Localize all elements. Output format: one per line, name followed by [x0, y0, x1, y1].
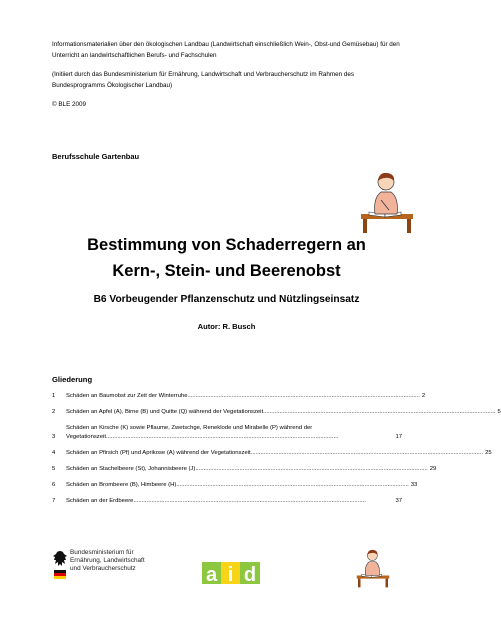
title-line-1: Bestimmung von Schaderregern an: [87, 236, 366, 254]
intro-paragraph: Informationsmaterialien über den ökologischen Landbau (Landwirtschaft einschließlich Wein-, Obst-und Gemüsebau) für den Unterricht an landwirtschaftlichen Berufs- und Fachschulen: [52, 41, 400, 59]
teacher-illustration: [355, 170, 419, 234]
toc-leader: ..............................................................................................................................................: [263, 409, 496, 416]
toc-text: Schäden an Pfirsich (Pf) und Aprikose (A) während der Vegetationszeit: [66, 449, 251, 456]
toc-text: Schäden an Apfel (A), Birne (B) und Quitte (Q) während der Vegetationszeit: [66, 409, 264, 416]
toc-item[interactable]: [52, 424, 402, 440]
toc-number: 4: [52, 449, 56, 456]
toc-number: 3: [52, 433, 56, 440]
aid-logo: [202, 556, 260, 584]
toc-number: 5: [52, 466, 56, 473]
eagle-emblem-icon: [52, 548, 68, 582]
toc-page: 33: [410, 482, 418, 489]
document-title: [0, 232, 453, 284]
author: Autor: R. Busch: [197, 322, 256, 331]
table-of-contents: [52, 392, 501, 514]
initiative-note: (Initiiert durch das Bundesministerium für Ernährung, Landwirtschaft und Verbraucherschutz im Rahmen des Bundesprogramms Ökologischer Landbau): [52, 71, 355, 89]
toc-item[interactable]: [52, 408, 501, 416]
toc-item[interactable]: [52, 497, 402, 505]
toc-page: 5: [497, 409, 501, 416]
toc-page: 17: [395, 433, 402, 440]
toc-leader: ..............................................................................................................................................: [187, 393, 420, 399]
toc-page: 29: [429, 466, 437, 473]
toc-heading: Gliederung: [52, 375, 93, 384]
toc-leader: ..............................................................................................................................................: [133, 498, 366, 505]
ministry-line-3: und Verbraucherschutz: [70, 565, 136, 572]
toc-text-continued: Vegetationszeit: [66, 433, 106, 440]
toc-text: Schäden an Stachelbeere (St), Johannisbeere (J): [66, 466, 196, 473]
toc-page: 2: [421, 393, 426, 399]
toc-text: Schäden an Brombeere (B), Himbeere (H): [66, 482, 177, 489]
copyright: © BLE 2009: [52, 101, 87, 108]
toc-number: 6: [52, 482, 56, 489]
ministry-line-2: Ernährung, Landwirtschaft: [70, 557, 145, 564]
svg-text:a: a: [205, 564, 218, 586]
school-name: Berufsschule Gartenbau: [52, 152, 140, 161]
toc-item[interactable]: [52, 449, 492, 457]
toc-number: 1: [52, 393, 56, 399]
toc-leader: ..............................................................................................................................................: [195, 466, 428, 473]
toc-page: 37: [395, 498, 402, 505]
toc-item[interactable]: [52, 392, 426, 400]
ministry-name: [70, 549, 145, 573]
toc-number: 2: [52, 409, 56, 416]
toc-text: Schäden an Kirsche (K) sowie Pflaume, Zwetschge, Reneklode und Mirabelle (P) während der: [66, 425, 313, 432]
subtitle: B6 Vorbeugender Pflanzenschutz und Nützlingseinsatz: [93, 294, 360, 305]
teacher-illustration-small: [353, 548, 393, 588]
svg-text:d: d: [243, 564, 257, 586]
toc-text: Schäden an Baumobst zur Zeit der Winterruhe: [66, 393, 188, 399]
title-line-2: Kern-, Stein- und Beerenobst: [112, 262, 341, 280]
toc-item[interactable]: [52, 481, 418, 489]
toc-page: 25: [485, 449, 492, 456]
toc-leader: ..............................................................................................................................................: [250, 449, 484, 456]
svg-text:i: i: [227, 564, 234, 586]
toc-item[interactable]: [52, 465, 437, 473]
intro-text: [52, 40, 404, 120]
ministry-line-1: Bundesministerium für: [70, 549, 134, 556]
toc-text: Schäden an der Erdbeere: [66, 498, 134, 505]
toc-leader: ..............................................................................................................................................: [105, 433, 339, 440]
toc-leader: ..............................................................................................................................................: [176, 482, 409, 489]
toc-number: 7: [52, 498, 56, 505]
